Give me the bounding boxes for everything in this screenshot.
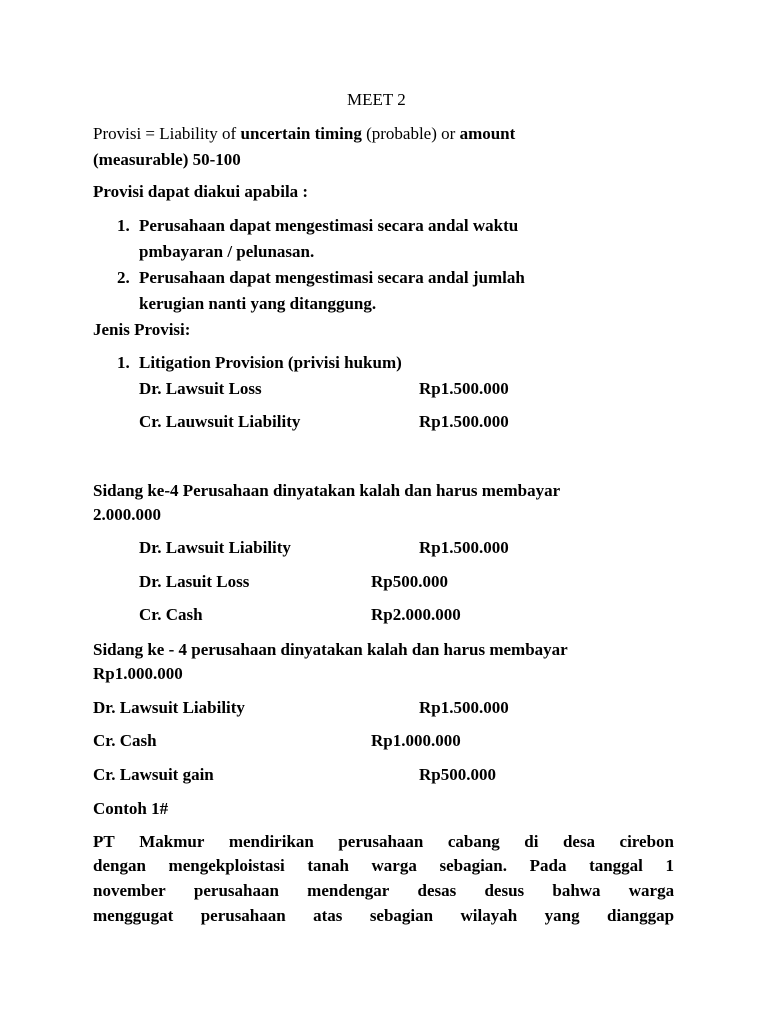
definition-term-timing: uncertain timing xyxy=(240,124,362,143)
journal-3-amount-1: Rp1.500.000 xyxy=(419,698,509,717)
example-line-2: dengan mengekploistasi tanah warga sebagian. Pada tanggal 1 xyxy=(93,856,675,875)
condition-2-line-1: Perusahaan dapat mengestimasi secara andal jumlah xyxy=(139,268,525,287)
page-title: MEET 2 xyxy=(347,90,406,109)
condition-1-line-1: Perusahaan dapat mengestimasi secara andal waktu xyxy=(139,216,519,235)
definition-text-1: Provisi = Liability of xyxy=(93,124,241,143)
type-1-number: 1. xyxy=(117,353,130,372)
journal-2-account-3: Cr. Cash xyxy=(139,605,203,624)
condition-2-line-2: kerugian nanti yang ditanggung. xyxy=(139,294,377,313)
example-heading: Contoh 1# xyxy=(93,799,169,818)
case-2-line-1: Sidang ke - 4 perusahaan dinyatakan kalah dan harus membayar xyxy=(93,640,568,659)
conditions-heading: Provisi dapat diakui apabila : xyxy=(93,182,309,201)
definition-line-2: (measurable) 50-100 xyxy=(93,150,241,169)
journal-2-amount-1: Rp1.500.000 xyxy=(419,538,509,557)
journal-1-amount-1: Rp1.500.000 xyxy=(419,379,509,398)
condition-1-line-2: pmbayaran / pelunasan. xyxy=(139,242,315,261)
journal-2-account-2: Dr. Lasuit Loss xyxy=(139,572,250,591)
types-heading: Jenis Provisi: xyxy=(93,320,191,339)
journal-2-account-1: Dr. Lawsuit Liability xyxy=(139,538,291,557)
journal-2-amount-3: Rp2.000.000 xyxy=(371,605,461,624)
journal-3-amount-2: Rp1.000.000 xyxy=(371,731,461,750)
journal-1-account-1: Dr. Lawsuit Loss xyxy=(139,379,262,398)
journal-2-amount-2: Rp500.000 xyxy=(371,572,448,591)
journal-3-account-2: Cr. Cash xyxy=(93,731,157,750)
example-line-3: november perusahaan mendengar desas desus bahwa warga xyxy=(93,881,675,900)
definition-text-2: (probable) or xyxy=(361,124,460,143)
definition-term-amount: amount xyxy=(459,124,516,143)
type-1-label: Litigation Provision (privisi hukum) xyxy=(139,353,402,372)
condition-1-number: 1. xyxy=(117,216,130,235)
condition-2-number: 2. xyxy=(117,268,130,287)
journal-3-amount-3: Rp500.000 xyxy=(419,765,496,784)
journal-3-account-3: Cr. Lawsuit gain xyxy=(93,765,214,784)
case-1-line-1: Sidang ke-4 Perusahaan dinyatakan kalah dan harus membayar xyxy=(93,481,561,500)
case-2-line-2: Rp1.000.000 xyxy=(93,664,183,683)
example-line-1: PT Makmur mendirikan perusahaan cabang di desa cirebon xyxy=(93,832,674,851)
case-1-line-2: 2.000.000 xyxy=(93,505,161,524)
journal-1-amount-2: Rp1.500.000 xyxy=(419,412,509,431)
definition-line-1 xyxy=(93,125,515,142)
journal-3-account-1: Dr. Lawsuit Liability xyxy=(93,698,245,717)
example-line-4: menggugat perusahaan atas sebagian wilayah yang dianggap xyxy=(93,906,675,925)
journal-1-account-2: Cr. Lauwsuit Liability xyxy=(139,412,301,431)
